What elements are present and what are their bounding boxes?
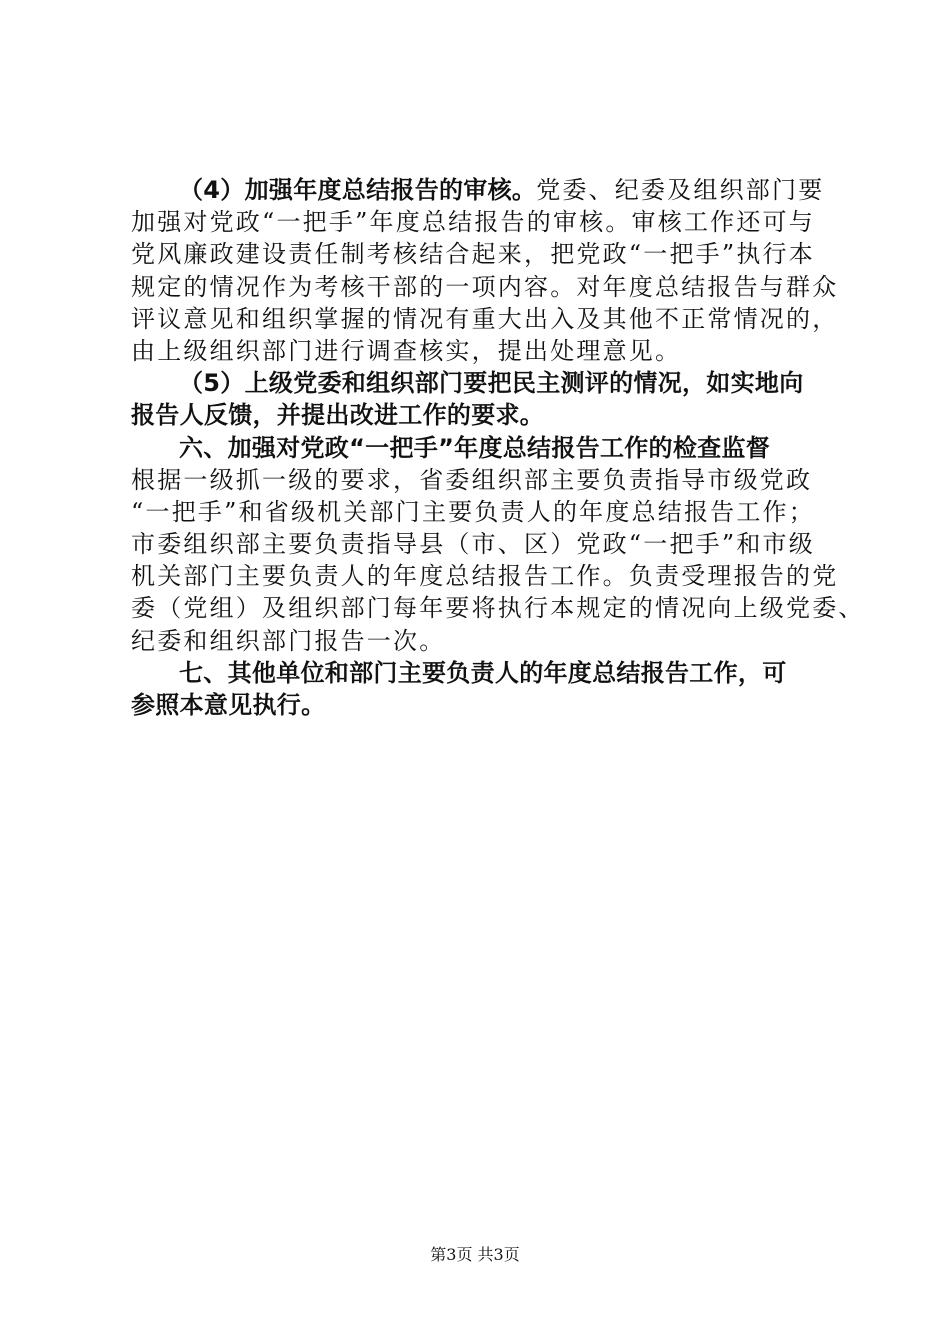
section-6-line-4: 机关部门主要负责人的年度总结报告工作。负责受理报告的党 <box>131 562 839 591</box>
document-body <box>131 174 865 721</box>
paragraph-4-line-1 <box>131 174 851 206</box>
paragraph-4-line-6: 由上级组织部门进行调查核实，提出处理意见。 <box>131 336 682 365</box>
section-6-line-1: 根据一级抓一级的要求，省委组织部主要负责指导市级党政 <box>131 465 813 494</box>
section-7-line-2: 参照本意见执行。 <box>131 691 326 719</box>
section-6-line-5: 委（党组）及组织部门每年要将执行本规定的情况向上级党委、 <box>131 594 865 623</box>
section-6-line-3: 市委组织部主要负责指导县（市、区）党政“一把手”和市级 <box>131 530 815 559</box>
paragraph-4-line-3: 党风廉政建设责任制考核结合起来，把党政“一把手”执行本 <box>131 240 815 269</box>
paragraph-4-heading: （4）加强年度总结报告的审核。 <box>179 176 537 204</box>
page-number-footer: 第3页 共3页 <box>430 1245 520 1264</box>
section-6-line-6: 纪委和组织部门报告一次。 <box>131 626 446 655</box>
paragraph-5-line-2: 报告人反馈，并提出改进工作的要求。 <box>131 401 545 430</box>
paragraph-4-line-2: 加强对党政“一把手”年度总结报告的审核。审核工作还可与 <box>131 208 815 237</box>
paragraph-4-line-5: 评议意见和组织掌握的情况有重大出入及其他不正常情况的， <box>131 304 839 333</box>
section-6-line-2: “一把手”和省级机关部门主要负责人的年度总结报告工作； <box>131 497 815 526</box>
section-6-heading: 六、加强对党政“一把手”年度总结报告工作的检查监督 <box>179 433 771 462</box>
paragraph-4-line-4: 规定的情况作为考核干部的一项内容。对年度总结报告与群众 <box>131 272 839 301</box>
section-7-line-1: 七、其他单位和部门主要负责人的年度总结报告工作，可 <box>179 658 787 687</box>
paragraph-5-line-1: （5）上级党委和组织部门要把民主测评的情况，如实地向 <box>179 369 804 398</box>
paragraph-4-text: 党委、纪委及组织部门要 <box>536 176 825 204</box>
